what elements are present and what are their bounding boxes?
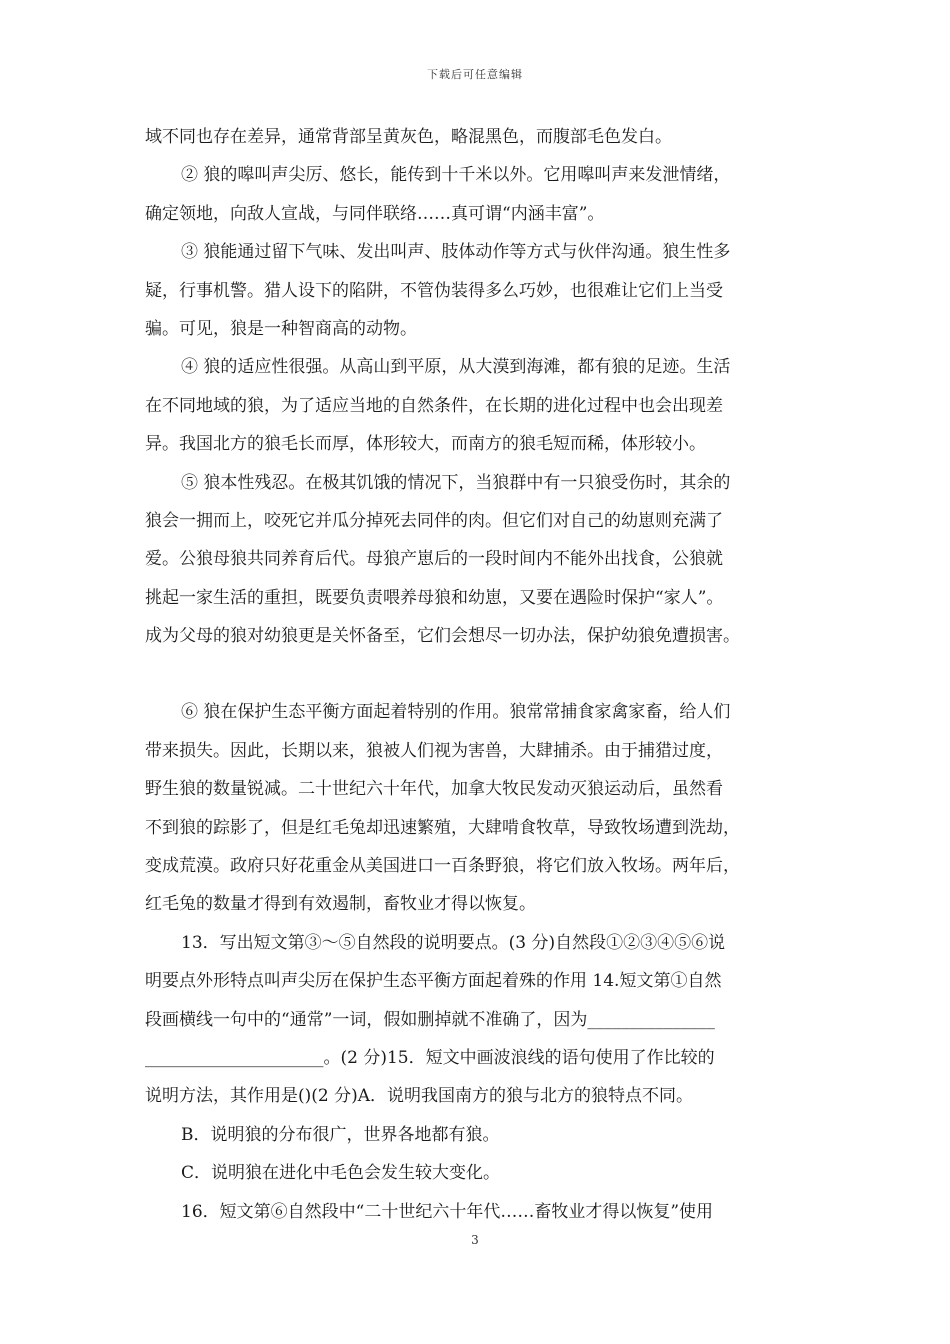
page-header: 下载后可任意编辑 (427, 68, 523, 81)
text-line: 变成荒漠。政府只好花重金从美国进口一百条野狼，将它们放入牧场。两年后， (145, 856, 740, 877)
text-line: 挑起一家生活的重担，既要负责喂养母狼和幼崽，又要在遇险时保护“家人”。 (145, 587, 724, 608)
text-line: 红毛兔的数量才得到有效遏制，畜牧业才得以恢复。 (145, 894, 536, 915)
text-line: 说明方法，其作用是()(2 分)A．说明我国南方的狼与北方的狼特点不同。 (145, 1086, 694, 1107)
question-16 (145, 1193, 810, 1231)
paragraph-3 (145, 233, 810, 348)
text-line: B．说明狼的分布很广，世界各地都有狼。 (181, 1124, 500, 1145)
page-number: 3 (471, 1233, 479, 1247)
paragraph-6 (145, 693, 810, 923)
paragraph-continuation (145, 118, 810, 156)
text-line: 野生狼的数量锐减。二十世纪六十年代，加拿大牧民发动灭狼运动后，虽然看 (145, 779, 723, 800)
text-line: 16．短文第⑥自然段中“二十世纪六十年代……畜牧业才得以恢复”使用 (181, 1201, 714, 1222)
paragraph-gap (145, 655, 810, 693)
text-line: 域不同也存在差异，通常背部呈黄灰色，略混黑色，而腹部毛色发白。 (145, 127, 672, 147)
document-body (145, 118, 810, 1231)
question-13-15 (145, 924, 810, 1116)
option-b (145, 1116, 810, 1154)
text-line: ⑤ 狼本性残忍。在极其饥饿的情况下，当狼群中有一只狼受伤时，其余的 (181, 472, 731, 493)
text-line: 疑，行事机警。猎人设下的陷阱，不管伪装得多么巧妙，也很难让它们上当受 (145, 280, 723, 301)
paragraph-5 (145, 464, 810, 656)
text-line: ⑥ 狼在保护生态平衡方面起着特别的作用。狼常常捕食家禽家畜，给人们 (181, 702, 731, 723)
text-line: ② 狼的嗥叫声尖厉、悠长，能传到十千米以外。它用嗥叫声来发泄情绪， (181, 165, 731, 186)
text-line: 不到狼的踪影了，但是红毛兔却迅速繁殖，大肆啃食牧草，导致牧场遭到洗劫， (145, 817, 740, 838)
paragraph-4 (145, 348, 810, 463)
text-line: _____________________。(2 分)15．短文中画波浪线的语句使用了作比较的 (145, 1047, 715, 1068)
text-line: 带来损失。因此，长期以来，狼被人们视为害兽，大肆捕杀。由于捕猎过度， (145, 740, 723, 761)
text-line: C．说明狼在进化中毛色会发生较大变化。 (181, 1163, 501, 1184)
option-c (145, 1154, 810, 1192)
text-line: 在不同地域的狼，为了适应当地的自然条件，在长期的进化过程中也会出现差 (145, 395, 723, 416)
text-line: 段画横线一句中的“通常”一词，假如删掉就不准确了，因为_______________ (145, 1009, 715, 1030)
text-line: 骗。可见，狼是一种智商高的动物。 (145, 318, 417, 339)
text-line: 成为父母的狼对幼狼更是关怀备至，它们会想尽一切办法，保护幼狼免遭损害。 (145, 626, 740, 647)
text-line: ④ 狼的适应性很强。从高山到平原，从大漠到海滩，都有狼的足迹。生活 (181, 357, 731, 378)
text-line: 明要点外形特点叫声尖厉在保护生态平衡方面起着殊的作用 14.短文第①自然 (145, 971, 722, 992)
text-line: ③ 狼能通过留下气味、发出叫声、肢体动作等方式与伙伴沟通。狼生性多 (181, 242, 731, 263)
text-line: 爱。公狼母狼共同养育后代。母狼产崽后的一段时间内不能外出找食，公狼就 (145, 549, 723, 570)
text-line: 13．写出短文第③～⑤自然段的说明要点。(3 分)自然段①②③④⑤⑥说 (181, 932, 726, 953)
text-line: 异。我国北方的狼毛长而厚，体形较大，而南方的狼毛短而稀，体形较小。 (145, 434, 706, 455)
paragraph-2 (145, 156, 810, 233)
text-line: 狼会一拥而上，咬死它并瓜分掉死去同伴的肉。但它们对自己的幼崽则充满了 (145, 510, 723, 531)
text-line: 确定领地，向敌人宣战，与同伴联络……真可谓“内涵丰富”。 (145, 203, 605, 224)
